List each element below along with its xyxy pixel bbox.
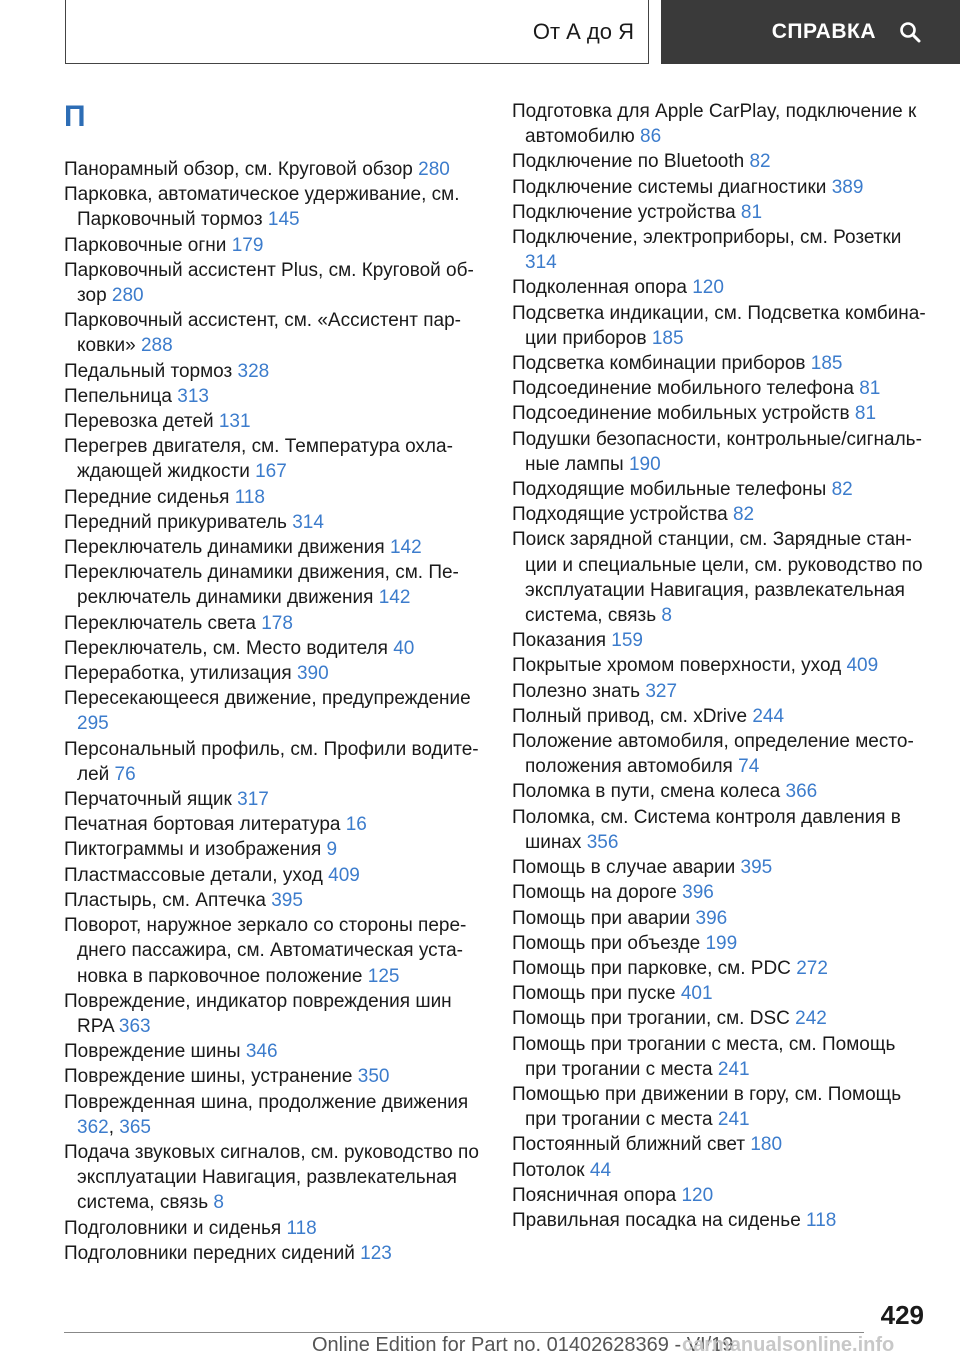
az-index-tab-label: От А до Я (532, 18, 634, 44)
page-link[interactable]: 395 (271, 889, 303, 911)
index-entry-text: Переключатель динамики движения (64, 537, 390, 559)
index-entry (512, 981, 932, 1006)
index-entry-text: Печатная бортовая литература (64, 814, 346, 836)
index-entry-text: Показания (512, 630, 612, 652)
index-entry (64, 611, 484, 636)
page-link[interactable]: 142 (389, 537, 422, 559)
index-entry (64, 636, 484, 661)
index-entry-text: Помощь при пуске (512, 983, 681, 1005)
index-entry (64, 308, 484, 358)
index-entry (512, 1208, 932, 1233)
index-entry-text: Помощь в случае аварии (512, 857, 741, 879)
page-link[interactable]: 272 (796, 957, 828, 979)
page-link[interactable]: 199 (705, 932, 738, 954)
index-entry (64, 157, 484, 182)
page-link[interactable]: 145 (267, 209, 300, 231)
page-link[interactable]: 120 (681, 1184, 714, 1206)
index-entry (64, 913, 484, 989)
index-entry (512, 931, 932, 956)
index-entry (64, 863, 484, 888)
page-link[interactable]: 280 (418, 159, 450, 180)
page-link[interactable]: 118 (286, 1217, 317, 1239)
page-link[interactable]: 74 (738, 756, 760, 778)
index-entry: Поврежденная шина, продолжение движения 362, 365 (64, 1091, 469, 1138)
index-entry-text: Подходящие мобильные телефоны (512, 479, 832, 501)
index-entry (512, 880, 932, 905)
page-link[interactable]: 178 (261, 612, 293, 634)
page-link[interactable]: 44 (589, 1159, 612, 1181)
index-entry-text: Помощь при объезде (512, 932, 706, 954)
help-tab-label: СПРАВКА (771, 20, 876, 43)
index-entry-text: Поиск зарядной станции, см. Зарядные станции и специальные цели, см. руководство по эксплуатации Навигация, развлекательная система, связь (512, 529, 923, 627)
index-entry-text: Поломка в пути, смена колеса (512, 781, 786, 803)
index-entry (512, 427, 932, 477)
page-link[interactable]: 8 (213, 1192, 224, 1214)
page-link[interactable]: 185 (810, 353, 843, 375)
index-entry (512, 401, 932, 426)
index-entry (512, 1082, 932, 1132)
page-link[interactable]: 366 (785, 781, 818, 803)
footer-divider (64, 1332, 864, 1333)
index-entry (512, 1158, 932, 1183)
index-entry (512, 149, 932, 174)
index-entry-text: Подача звуковых сигналов, см. руководство по эксплуатации Навигация, развлекательная система, связь (64, 1141, 479, 1214)
index-entry (512, 653, 932, 678)
page-link[interactable]: 350 (357, 1066, 390, 1088)
index-entry-text: Подготовка для Apple CarPlay, подключение к автомобилю (512, 101, 917, 148)
page-link[interactable]: 241 (717, 1058, 750, 1080)
page-link[interactable]: 86 (640, 126, 662, 148)
index-entry-text: Подключение, электроприборы, см. Розетки (512, 227, 902, 249)
index-entry-text: Парковочный ассистент, см. «Ассистент парковки» (64, 310, 461, 357)
page-link[interactable]: 120 (692, 277, 724, 299)
page-link[interactable]: 167 (255, 461, 287, 483)
index-entry (64, 560, 484, 610)
index-entry (512, 1183, 932, 1208)
page-link[interactable]: 241 (717, 1109, 750, 1131)
page-link[interactable]: 313 (177, 385, 209, 407)
page-link[interactable]: 185 (651, 327, 684, 349)
index-entry (512, 275, 932, 300)
page-link[interactable]: 131 (218, 411, 251, 433)
index-entry-text: Пересекающееся движение, предупреждение (64, 688, 471, 710)
index-entry-text: Персональный профиль, см. Профили водителей (64, 738, 479, 785)
page-link[interactable]: 396 (695, 907, 728, 929)
page-link[interactable]: 288 (140, 335, 173, 357)
index-entry-text: Переключатель динамики движения, см. Переключатель динамики движения (64, 562, 459, 609)
index-entry (64, 233, 484, 258)
index-column-left (64, 157, 484, 1266)
index-entry-text: Педальный тормоз (64, 360, 238, 382)
index-entry (512, 200, 932, 225)
index-entry-text: Повреждение шины (64, 1041, 246, 1063)
index-entry-text: Полезно знать (512, 680, 646, 702)
index-entry (512, 477, 932, 502)
index-entry (64, 485, 484, 510)
edition-text: Online Edition for Part no. 01402628369 - VI/19 (312, 1334, 734, 1356)
index-entry (512, 779, 932, 804)
index-entry-text: Поясничная опора (512, 1184, 682, 1206)
index-entry (512, 855, 932, 880)
index-entry-text: Правильная посадка на сиденье (512, 1209, 807, 1231)
index-entry (64, 359, 484, 384)
page-link[interactable]: 142 (378, 587, 411, 609)
index-entry-text: Покрытые хромом поверхности, уход (512, 655, 847, 677)
watermark: carmanualsonline.info (682, 1334, 895, 1356)
index-entry-text: Подходящие устройства (512, 504, 733, 526)
index-entry (64, 661, 484, 686)
index-entry-text: Поломка, см. Система контроля давления в шинах (512, 806, 901, 853)
page-link[interactable]: 81 (854, 403, 877, 425)
page-link[interactable]: 346 (245, 1041, 278, 1063)
index-entry-text: Помощь при трогании, см. DSC (512, 1008, 796, 1030)
page-link[interactable]: 179 (231, 234, 264, 256)
index-entry-text: Помощь при трогании с места, см. Помощь при трогании с места (512, 1033, 896, 1080)
index-entry-text: Перчаточный ящик (64, 789, 238, 811)
az-index-tab[interactable] (65, 0, 649, 64)
page-link[interactable]: 317 (237, 789, 269, 811)
header (0, 0, 960, 66)
index-entry-text: Поврежденная шина, продолжение движения (64, 1091, 469, 1113)
index-entry (512, 1132, 932, 1157)
index-entry-text: Полный привод, см. xDrive (512, 705, 753, 727)
page-link[interactable]: 118 (806, 1209, 837, 1231)
index-entry-text: Подсоединение мобильного телефона (512, 378, 860, 400)
page-link[interactable]: 280 (111, 285, 144, 307)
help-tab[interactable] (661, 0, 960, 64)
index-entry-text: Перегрев двигателя, см. Температура охлаждающей жидкости (64, 436, 453, 483)
index-entry (64, 409, 484, 434)
index-entry (64, 1241, 484, 1266)
index-entry-text: Передние сиденья (64, 486, 235, 508)
index-entry (512, 99, 932, 149)
page-link[interactable]: 409 (328, 864, 360, 886)
index-entry (64, 1216, 484, 1241)
page-link[interactable]: 242 (795, 1008, 827, 1030)
page-link[interactable]: 81 (740, 201, 763, 223)
index-entry (64, 434, 484, 484)
index-entry (64, 535, 484, 560)
index-entry (64, 989, 484, 1039)
index-entry (64, 888, 484, 913)
page-link[interactable]: 8 (661, 605, 672, 627)
index-entry-text: Подключение системы диагностики (512, 176, 832, 198)
index-entry (512, 704, 932, 729)
index-entry (64, 182, 484, 232)
page-link[interactable]: 395 (740, 857, 773, 879)
index-entry (512, 729, 932, 779)
page-link[interactable]: 244 (752, 705, 785, 727)
index-entry-text: Панорамный обзор, см. Круговой обзор (64, 159, 419, 180)
index-entry-text: Пластырь, см. Аптечка (64, 889, 272, 911)
index-entry (512, 225, 932, 275)
page-link[interactable]: 16 (345, 814, 367, 836)
index-entry-text: Переключатель света (64, 612, 262, 634)
index-entry-text: Помощь при парковке, см. PDC (512, 957, 797, 979)
index-entry (64, 837, 484, 862)
index-entry (512, 906, 932, 931)
index-entry-text: Потолок (512, 1159, 590, 1181)
page-link[interactable]: 159 (611, 630, 643, 652)
page-link[interactable]: 390 (296, 663, 329, 685)
index-entry-text: Пластмассовые детали, уход (64, 864, 329, 886)
index-entry (64, 510, 484, 535)
index-entry-text: Передний прикуриватель (64, 511, 293, 533)
section-letter: П (64, 100, 86, 133)
page-link[interactable]: 327 (645, 680, 678, 702)
page-link[interactable]: 180 (750, 1134, 783, 1156)
page-link[interactable]: 123 (360, 1242, 392, 1264)
page-link[interactable]: 82 (831, 479, 853, 501)
index-entry (512, 679, 932, 704)
index-entry-text: Подсветка комбинации приборов (512, 353, 811, 375)
index-entry (64, 1039, 484, 1064)
page-link[interactable]: 40 (393, 637, 415, 659)
page-link[interactable]: 9 (326, 839, 338, 861)
index-entry-text: Пепельница (64, 385, 178, 407)
index-entry (512, 351, 932, 376)
index-entry-text: Постоянный ближний свет (512, 1134, 751, 1156)
page-link[interactable]: 363 (118, 1015, 151, 1037)
index-entry (64, 1140, 484, 1216)
index-entry (64, 384, 484, 409)
index-entry-text: Пиктограммы и изображения (64, 839, 327, 861)
index-entry-text: Парковка, автоматическое удерживание, см. Парковочный тормоз (64, 184, 460, 231)
index-entry-text: Переработка, утилизация (64, 663, 297, 685)
index-entry (512, 502, 932, 527)
index-entry-text: Подголовники передних сидений (64, 1242, 361, 1264)
index-entry-text: Подсоединение мобильных устройств (512, 403, 855, 425)
index-entry-text: Переключатель, см. Место водителя (64, 637, 394, 659)
page-link[interactable]: 190 (628, 453, 661, 475)
page-link[interactable]: 396 (682, 882, 714, 904)
page-link[interactable]: 295 (77, 713, 109, 735)
page-link[interactable]: 82 (749, 151, 771, 173)
index-entry (64, 258, 484, 308)
index-entry-text: Положение автомобиля, определение местоположения автомобиля (512, 731, 914, 778)
index-entry (64, 1064, 484, 1089)
index-entry (64, 787, 484, 812)
index-entry-text: Поворот, наружное зеркало со стороны переднего пассажира, см. Автоматическая установка в парковочное положение (64, 915, 467, 987)
index-entry-text: Повреждение, индикатор повреждения шин RPA (64, 990, 452, 1037)
index-entry (512, 175, 932, 200)
index-entry (512, 376, 932, 401)
page-link[interactable]: 401 (680, 983, 713, 1005)
index-entry (512, 301, 932, 351)
page-link[interactable]: 365 (119, 1116, 151, 1138)
index-entry (512, 628, 932, 653)
index-entry-text: Повреждение шины, устранение (64, 1066, 358, 1088)
index-entry-text: Парковочные огни (64, 234, 232, 256)
index-entry-text: Подсветка индикации, см. Подсветка комбинации приборов (512, 302, 926, 349)
page-link[interactable]: 118 (234, 486, 265, 508)
index-entry-text: Подключение устройства (512, 201, 741, 223)
index-entry (64, 737, 484, 787)
index-entry (512, 1006, 932, 1031)
page-link[interactable]: 81 (859, 378, 881, 400)
page-link[interactable]: 314 (292, 511, 324, 533)
page-link[interactable]: 362 (77, 1116, 109, 1138)
index-entry (512, 956, 932, 981)
page-link[interactable]: 314 (525, 252, 557, 274)
index-entry-text: Подголовники и сиденья (64, 1217, 287, 1239)
index-entry (64, 812, 484, 837)
index-entry-text: Подколенная опора (512, 277, 693, 299)
page-link[interactable]: 409 (846, 655, 879, 677)
index-entry-text: Парковочный ассистент Plus, см. Круговой обзор (64, 259, 474, 307)
page-link[interactable]: 82 (732, 504, 755, 526)
index-entry-text: Перевозка детей (64, 411, 219, 433)
index-entry-text: Помощь на дороге (512, 882, 683, 904)
page-link[interactable]: 125 (367, 965, 400, 987)
page-link[interactable]: 76 (114, 763, 136, 785)
index-entry (512, 527, 932, 628)
index-entry-text: Подключение по Bluetooth (512, 151, 750, 173)
index-column-right (512, 99, 932, 1233)
index-entry (512, 805, 932, 855)
page-link[interactable]: 356 (586, 831, 619, 853)
index-entry (64, 686, 484, 736)
page-number: 429 (880, 1300, 924, 1330)
search-icon (898, 20, 922, 44)
index-entry-text: Подушки безопасности, контрольные/сигнальные лампы (512, 428, 922, 475)
index-entry-text: Помощь при аварии (512, 907, 696, 929)
page-link[interactable]: 389 (831, 176, 864, 198)
index-entry (512, 1032, 932, 1082)
page-link[interactable]: 328 (237, 360, 270, 382)
index-entry-text: Помощью при движении в гору, см. Помощь при трогании с места (512, 1083, 902, 1131)
